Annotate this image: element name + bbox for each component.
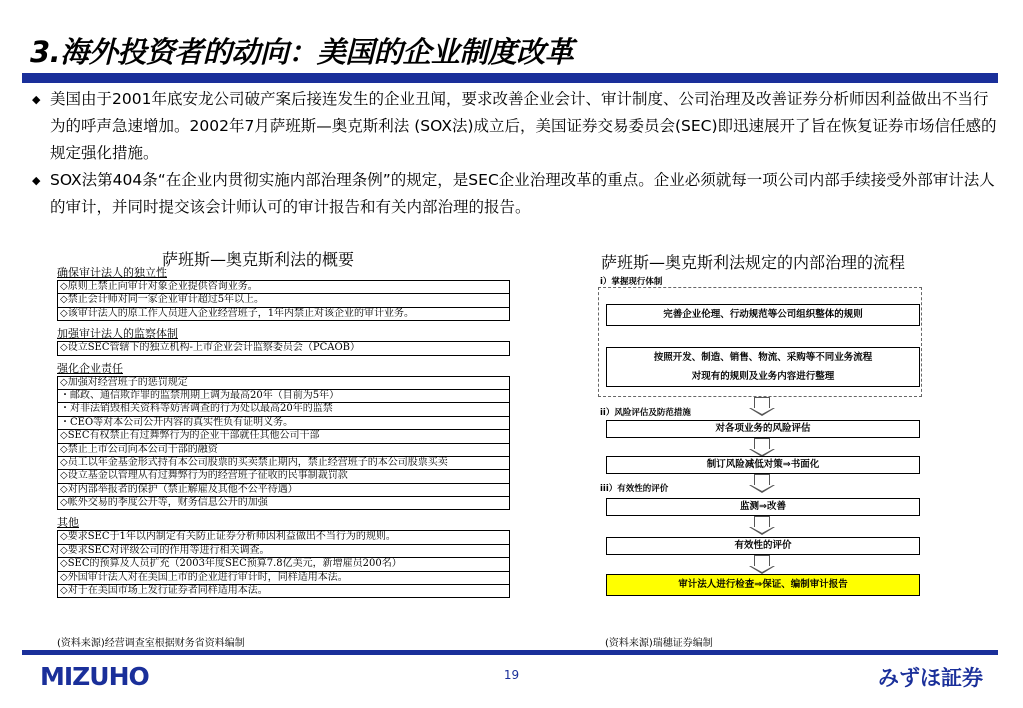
- bullet-item: ◆ SOX法第404条“在企业内贯彻实施内部治理条例”的规定，是SEC企业治理改革的重点。企业必须就每一项公司内部手续接受外部审计法人的审计，并同时提交该会计师认可的审计报告和有关内部治理的报告。: [30, 167, 1000, 221]
- group-heading: 确保审计法人的独立性: [57, 266, 167, 279]
- group-heading: 加强审计法人的监察体制: [57, 327, 178, 341]
- flow-box: 对各项业务的风险评估: [606, 420, 920, 438]
- table-row: ◇禁止会计师对同一家企业审计超过5年以上。: [58, 294, 509, 307]
- page-title: 3.海外投资者的动向：美国的企业制度改革: [30, 35, 574, 69]
- flow-box-line: 对现有的规则及业务内容进行整理: [691, 371, 835, 382]
- step-label: ii）风险评估及防范措施: [600, 408, 691, 418]
- table-row: ◇原则上禁止向审计对象企业提供咨询业务。: [58, 281, 509, 294]
- table-row: ◇要求SEC对评级公司的作用等进行相关调查。: [58, 545, 509, 558]
- right-section-title: 萨班斯—奥克斯利法规定的内部治理的流程: [601, 253, 906, 272]
- table-row: ◇SEC的预算及人员扩充（2003年度SEC预算7.8亿美元，新增雇员200名）: [58, 558, 509, 571]
- group-heading: 其他: [57, 516, 79, 530]
- group-table: [57, 280, 510, 321]
- sox-summary-table: [57, 266, 510, 598]
- down-arrow-icon: [754, 397, 770, 408]
- table-row: ◇设立基金以管理从有过舞弊行为的经营班子征收的民事制裁罚款: [58, 470, 509, 483]
- flow-box: 监测⇒改善: [606, 498, 920, 516]
- bullet-item: ◆ 美国由于2001年底安龙公司破产案后接连发生的企业丑闻，要求改善企业会计、审计制度、公司治理及改善证券分析师因利益做出不当行为的呼声急速增加。2002年7月萨班斯—奥克斯利法 (SOX法)成立后，美国证券交易委员会(SEC)即迅速展开了旨在恢复证券市场信任感的规定强化措施。: [30, 86, 1000, 167]
- table-row: ◇要求SEC于1年以内制定有关防止证券分析师因利益做出不当行为的规则。: [58, 531, 509, 544]
- mizuho-logo: MIZUHO: [40, 662, 149, 691]
- mizuho-securities-logo: みずほ証券: [878, 666, 983, 690]
- table-row: ・CEO等对本公司公开内容的真实性负有证明义务。: [58, 417, 509, 430]
- table-row: ・邮政、通信欺诈罪的监禁刑期上调为最高20年（目前为5年）: [58, 390, 509, 403]
- table-row: ◇对内部举报者的保护（禁止解雇及其他不公平待遇）: [58, 484, 509, 497]
- down-arrow-icon: [754, 555, 770, 566]
- flow-box: 完善企业伦理、行动规范等公司组织整体的规则: [606, 304, 920, 326]
- left-section-title: 萨班斯—奥克斯利法的概要: [162, 250, 355, 269]
- flow-box-two-line: [606, 347, 920, 387]
- group-table: [57, 341, 510, 355]
- step-label: i）掌握现行体制: [600, 277, 663, 287]
- table-row: ◇对于在美国市场上发行证券者同样适用本法。: [58, 585, 509, 598]
- down-arrow-icon: [754, 438, 770, 449]
- group-heading: 强化企业责任: [57, 361, 123, 375]
- left-source-note: (资料来源)经营调查室根据财务省资料编制: [57, 638, 245, 649]
- table-row: ◇帐外交易的季度公开等，财务信息公开的加强: [58, 497, 509, 510]
- title-divider: [22, 73, 998, 83]
- table-row: ・对非法销毁相关资料等妨害调查的行为处以最高20年的监禁: [58, 403, 509, 416]
- table-row: ◇外国审计法人对在美国上市的企业进行审计时，同样适用本法。: [58, 572, 509, 585]
- group-table: [57, 376, 510, 511]
- page-number: 19: [503, 668, 520, 682]
- right-source-note: (资料来源)瑞穗证券编制: [605, 638, 713, 649]
- footer-divider: [22, 650, 998, 655]
- flow-box-highlighted: 审计法人进行检查⇒保证、编制审计报告: [606, 574, 920, 596]
- table-row: ◇禁止上市公司向本公司干部的融资: [58, 444, 509, 457]
- flow-box: 有效性的评价: [606, 537, 920, 555]
- table-row: ◇该审计法人的原工作人员进入企业经营班子，1年内禁止对该企业的审计业务。: [58, 308, 509, 321]
- down-arrow-icon: [754, 474, 770, 485]
- bullet-list: [30, 86, 1000, 221]
- group-table: [57, 530, 510, 598]
- flow-box-line: 按照开发、制造、销售、物流、采购等不同业务流程: [653, 352, 873, 363]
- table-row: ◇加强对经营班子的惩罚规定: [58, 377, 509, 390]
- table-row: ◇员工以年金基金形式持有本公司股票的买卖禁止期内，禁止经营班子的本公司股票买卖: [58, 457, 509, 470]
- step-label: iii）有效性的评价: [600, 484, 669, 494]
- table-row: ◇设立SEC管辖下的独立机构-上市企业会计监察委员会（PCAOB）: [58, 342, 509, 355]
- down-arrow-icon: [754, 516, 770, 527]
- flow-box: 制订风险减低对策⇒书面化: [606, 456, 920, 474]
- table-row: ◇SEC有权禁止有过舞弊行为的企业干部就任其他公司干部: [58, 430, 509, 443]
